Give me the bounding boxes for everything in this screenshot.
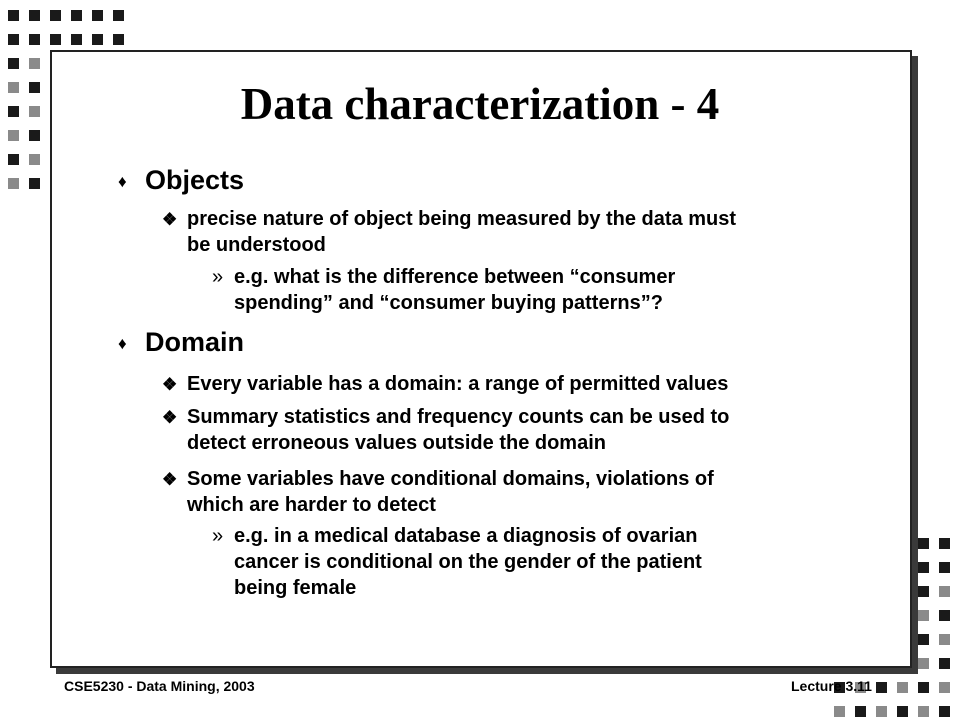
decorative-square xyxy=(29,130,40,141)
decorative-square xyxy=(113,34,124,45)
decorative-square xyxy=(939,538,950,549)
decorative-square xyxy=(918,634,929,645)
decorative-square xyxy=(939,634,950,645)
bullet-line: be understood xyxy=(187,234,326,256)
decorative-square xyxy=(92,34,103,45)
decorative-square xyxy=(939,610,950,621)
bullet-line: which are harder to detect xyxy=(187,494,436,516)
decorative-square xyxy=(29,34,40,45)
decorative-square xyxy=(939,586,950,597)
decorative-square xyxy=(876,682,887,693)
footer-lecture-number: Lecture 3.11 xyxy=(791,678,872,694)
bullet-line: detect erroneous values outside the domain xyxy=(187,432,606,454)
diamond-bullet-icon: ♦ xyxy=(118,334,127,353)
decorative-square xyxy=(939,682,950,693)
decorative-square xyxy=(918,610,929,621)
diamond-cross-bullet-icon: ❖ xyxy=(162,210,178,229)
decorative-square xyxy=(855,706,866,717)
bullet-line: being female xyxy=(234,577,357,599)
decorative-square xyxy=(50,34,61,45)
decorative-square xyxy=(897,682,908,693)
decorative-square xyxy=(939,562,950,573)
slide-title: Data characterization - 4 xyxy=(240,79,720,129)
decorative-square xyxy=(939,658,950,669)
diamond-cross-bullet-icon: ❖ xyxy=(162,408,178,427)
decorative-square xyxy=(8,130,19,141)
bullet-line: Summary statistics and frequency counts can be used to xyxy=(187,406,730,428)
footer-course: CSE5230 - Data Mining, 2003 xyxy=(64,678,255,694)
chevron-bullet-icon: » xyxy=(212,266,224,288)
decorative-square xyxy=(71,10,82,21)
decorative-square xyxy=(918,658,929,669)
decorative-square xyxy=(918,562,929,573)
decorative-square xyxy=(876,706,887,717)
chevron-bullet-icon: » xyxy=(212,525,224,547)
decorative-square xyxy=(71,34,82,45)
decorative-square xyxy=(8,34,19,45)
bullet-line: e.g. what is the difference between “consumer xyxy=(234,266,676,288)
bullet-line: spending” and “consumer buying patterns”? xyxy=(234,292,663,314)
bullet-line: precise nature of object being measured by the data must xyxy=(187,208,737,230)
decorative-square xyxy=(918,682,929,693)
decorative-square xyxy=(29,10,40,21)
decorative-square xyxy=(918,538,929,549)
decorative-square xyxy=(918,586,929,597)
diamond-cross-bullet-icon: ❖ xyxy=(162,375,178,394)
decorative-square xyxy=(29,178,40,189)
decorative-square xyxy=(92,10,103,21)
decorative-square xyxy=(834,706,845,717)
decorative-square xyxy=(29,58,40,69)
decorative-square xyxy=(113,10,124,21)
bullet-line: Some variables have conditional domains, violations of xyxy=(187,468,714,490)
diamond-bullet-icon: ♦ xyxy=(118,172,127,191)
decorative-square xyxy=(8,10,19,21)
decorative-square xyxy=(8,154,19,165)
decorative-square xyxy=(918,706,929,717)
decorative-square xyxy=(939,706,950,717)
bullet-line: cancer is conditional on the gender of the patient xyxy=(234,551,702,573)
decorative-square xyxy=(897,706,908,717)
bullet-text: Domain xyxy=(145,327,245,357)
decorative-square xyxy=(29,154,40,165)
bullet-text: Objects xyxy=(145,165,245,195)
diamond-cross-bullet-icon: ❖ xyxy=(162,470,178,489)
decorative-square xyxy=(8,178,19,189)
decorative-square xyxy=(8,58,19,69)
bullet-line: Every variable has a domain: a range of permitted values xyxy=(187,373,729,395)
decorative-square xyxy=(50,10,61,21)
bullet-line: e.g. in a medical database a diagnosis of ovarian xyxy=(234,525,698,547)
